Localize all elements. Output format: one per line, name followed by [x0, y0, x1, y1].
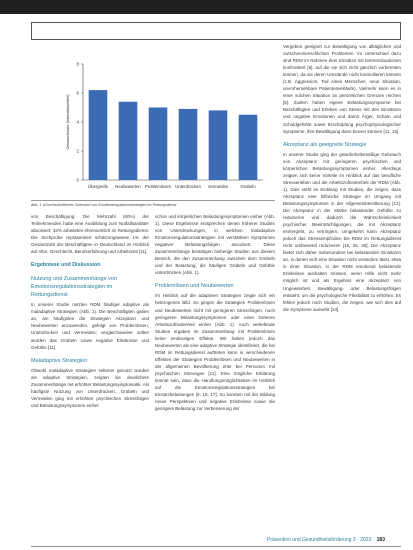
- figure-panel: [31, 40, 275, 201]
- paragraph: Obwohl maladaptive Strategien seltener genutzt wurden als adaptive Strategien, zeigten sie deutlichere Zusammenhänge mit erhöhter Belastungssymptomatik. Als häufigste Nutzung von Unterdrücken, Grübeln und Vermeiden ging mit erhöhten psychischen Stressfolgen und Belastungssymptomen einher: [31, 367, 149, 408]
- bar: [89, 90, 108, 180]
- x-tick-label: Vermeiden: [207, 184, 229, 189]
- column-middle: [155, 213, 275, 412]
- bar: [209, 110, 228, 180]
- x-tick-label: Neubewerten: [115, 184, 141, 189]
- column-left: [31, 213, 149, 409]
- section-heading: Ergebnisse und Diskussion: [31, 262, 101, 269]
- paragraph: Im Hinblick auf die adaptiven Strategien zeigte sich ein heterogenes Bild. So gingen die Strategien Problemlösen und Neubewerten nicht mit geringeren Stressfolgen, noch geringeren Belastungssymptomen oder einer höheren Arbeitszufriedenheit einher (Abb. 1). Auch vertiefende Studien ergaben im Zusammenhang mit Problemlösen keine eindeutigen Effekte. Wir haben jedoch das Neubewerten als eine adaptive Strategie identifiziert, die bei RDM im Rettungsdienst auftreten kann in verschiedenen Effekten der Strategien Problemlösen und Neubewerten in der allgemeinen Bevölkerung eher bei Personen mit psychischen Störungen [11]. Eine mögliche Erklärung könnte sein, dass die Handlungsmöglichkeiten im Hinblick auf die Emotionsregulationsstrategien bei Einsatzbelastungen [6, 15, 17]. So konnten mit der Bildung neuer Perspektiven und negative Erlebnisse sowie die geringere Belastung zur Verbesserung der: [155, 293, 275, 412]
- top-bar: [0, 0, 413, 14]
- y-axis-label: Gebrauchsrate (Intensitätsmittel): [66, 94, 70, 150]
- bar: [149, 108, 168, 181]
- paragraph: In unserer Studie ging der gewohnheitsmäßige Gebrauch von Akzeptanz mit geringeren psychischen und körperlichen Belastungssymptomen einher. Allerdings zeigten sich keine Vorteile im Hinblick auf das berufliche Stresserleben und die Arbeitszufriedenheit der RDM (Abb. 1). Dies steht im Einklang mit Studien, die zeigen, dass Akzeptanz eine hilfreiche Strategie im Umgang mit Belastungssymptomen in der Allgemeinbevölkerung [12]. Die Akzeptanz in der Stärke belastender Gefühle zu reduzieren und dadurch die Wahrscheinlichkeit psychischer Beeinträchtigungen, die mit Akzeptanz einhergeht, zu verringern. Umgekehrt kann Akzeptanz jedoch das Stressempfinden bei RDM im Rettungsdienst nicht umfassend reduzieren [15, 25, 28]. Die Akzeptanz bietet sich daher insbesondere bei belastenden Einsätzen an, in denen sich eine Situation nicht verändern lässt, etwa in einer Situation, in der RDM emotional belastende Erlebnisse aushalten müssen, wenn Hilfe nicht mehr möglich ist und als Ergebnis eine Akzeptanz von Ungewissheit, Bewältigung- oder Belastungsfolgen entsteht, um die psychologische Flexibilität zu erhöhen. Es fehlen jedoch noch Studien, die zeigen, wie sich dies auf die Symptome auswirkt [13].: [283, 151, 401, 312]
- subsection-heading: Problemlösen und Neubewerten: [155, 283, 234, 290]
- footer-rule: [31, 546, 401, 547]
- page-footer: [267, 537, 385, 543]
- journal-name: Prävention und Gesundheitsförderung 3 · 2023: [267, 537, 372, 543]
- x-tick-label: Übergreife: [87, 184, 109, 189]
- header-box: [31, 22, 401, 40]
- y-tick-label: 8: [76, 61, 79, 67]
- figure-caption: Abb. 1 ◂ Durchschnittlicher Gebrauch von Emotionsregulationsstrategien im Rettungsdienst: [31, 203, 177, 207]
- column-right: [283, 43, 401, 313]
- bar: [179, 109, 198, 180]
- paragraph: In unserer Studie nutzten RDM häufiger adaptive als maladaptive Strategien (Abb. 1). Die Beschäftigten gaben an, am häufigsten die Strategien Akzeptanz und Neubewerten anzuwenden, gefolgt von Problemlösen, Unterdrücken und Vermeiden; vergleichsweise selten wurden das Grübeln sowie negative Erlebnisse und Gefühle [11].: [31, 302, 149, 350]
- y-tick-label: 6: [76, 90, 79, 96]
- bar: [239, 115, 258, 180]
- subsection-heading: Maladaptive Strategien: [31, 357, 88, 364]
- paragraph: Vergeben geeignet zur Bewältigung von alltäglichen und zwischenmenschlichen Problemen. Im Unterschied dazu sind RDM im Rahmen ihrer Einsätze mit Extremsituationen konfrontiert [6], auf die sie sich nicht gänzlich vorbereiten können, da sie deren Umstände nicht kontrollieren können (z.B. Aggression, Tod eines Menschen, neue Situation, unvorhersehbare Patientenverläufe). Vielmehr kann es in einer solchen Situation an persönlichen Grenzen reichen [5]. Zudem haben eigene Belastungssymptome bei Beschäftigten und Erleben von Stress mit den Einsätzen und negative Emotionen und damit Ärger, Scham und Schuldgefühle sowie Erschöpfung psychophysiologischer Symptome, ihre Bewältigung dann besser können [11, 15].: [283, 44, 401, 134]
- paragraph: von Beschäftigung. Die Mehrzahl (60%) der Teilnehmenden hatte eine Ausbildung zum Notfallsanitäter absolviert; 32% arbeiteten ehrenamtlich im Rettungsdienst. Die Stichprobe repräsentiert schätzungsweise 1% der Gesamtzahl der Beschäftigten in Deutschland im Hinblick auf Alter, Geschlecht, Berufserfahrung und Arbeitszeit [11].: [31, 214, 149, 255]
- paragraph: schon und körperlichen Belastungssymptomen einher (Abb. 1). Diese Ergebnisse entsprechen denen früherer Studien von Unterdrückungen, in welchen maladaptive Emotionsregulationsstrategien mit verstärkten Symptomen negativer Belastungsfolgen assoziiert. Diese Zusammenhänge bestätigen bisherige Studien aus diesem Bereich, die den Zusammenhang zwischen dem Grübeln und der Belastung, die häufigen Grübeln und Gefühle unterdrücken (Abb. 1).: [155, 214, 275, 276]
- x-tick-label: Grübeln: [240, 184, 256, 189]
- subsection-heading: Akzeptanz als geeignete Strategie: [283, 141, 367, 148]
- x-tick-label: Unterdrücken: [175, 184, 201, 189]
- x-tick-label: Problemlösen: [144, 184, 172, 189]
- bar: [119, 102, 138, 180]
- subsection-heading: Nutzung und Zusammenhänge von Emotionsregulationsstrategien im Rettungsdienst: [31, 276, 117, 299]
- y-tick-label: 4: [76, 119, 79, 125]
- y-tick-label: 0: [76, 177, 79, 183]
- bar-chart: [31, 40, 275, 200]
- y-tick-label: 2: [76, 148, 79, 154]
- page-number: 183: [376, 537, 385, 543]
